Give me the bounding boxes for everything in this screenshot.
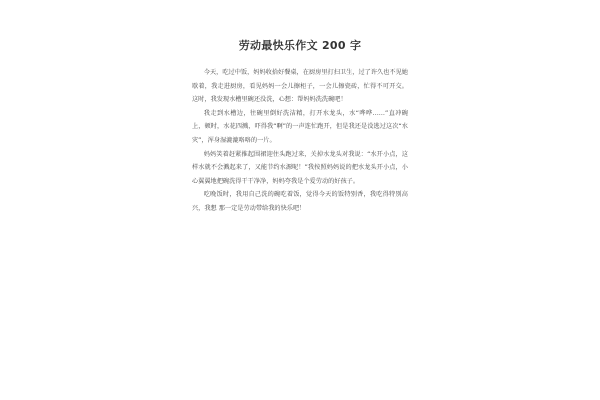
paragraph: 妈妈笑着赶紧推起围裙迎住头跑过来，关掉水龙头对我说：“水开小点，这样水就不会溅起来了，又能节约水源呢！”我按照妈妈说的把水龙头开小点，小心翼翼地把碗洗得干干净净，妈妈夸我是个爱劳动的好孩子。 (192, 150, 408, 185)
document-title: 劳动最快乐作文 200 字 (238, 39, 362, 52)
paragraph: 我走到水槽边，往碗里倒好洗洁精，打开水龙头，水“哗哗……”直冲碗上，顿时，水花四溅，吓得我“啊”的一声连忙跑开，但是我还是没逃过这次“水灾”，浑身湿漉漉咯咯的一片。 (192, 109, 408, 144)
paragraph: 今天，吃过中饭，妈妈收拾好餐桌，在厨房里打扫卫生，过了许久也不见她歇着，我走进厨房，看见妈妈一会儿擦柜子，一会儿擦瓷砖，忙得不可开交。这时，我发现水槽里碗还没洗，心想：帮妈妈洗洗碗吧！ (192, 69, 408, 104)
document-body (192, 66, 408, 216)
paragraph: 吃晚饭时，我用自己洗的碗吃着饭，觉得今天的饭特别香，我吃得特别高兴，我想 那一定是劳动带给我的快乐吧！ (192, 191, 408, 212)
